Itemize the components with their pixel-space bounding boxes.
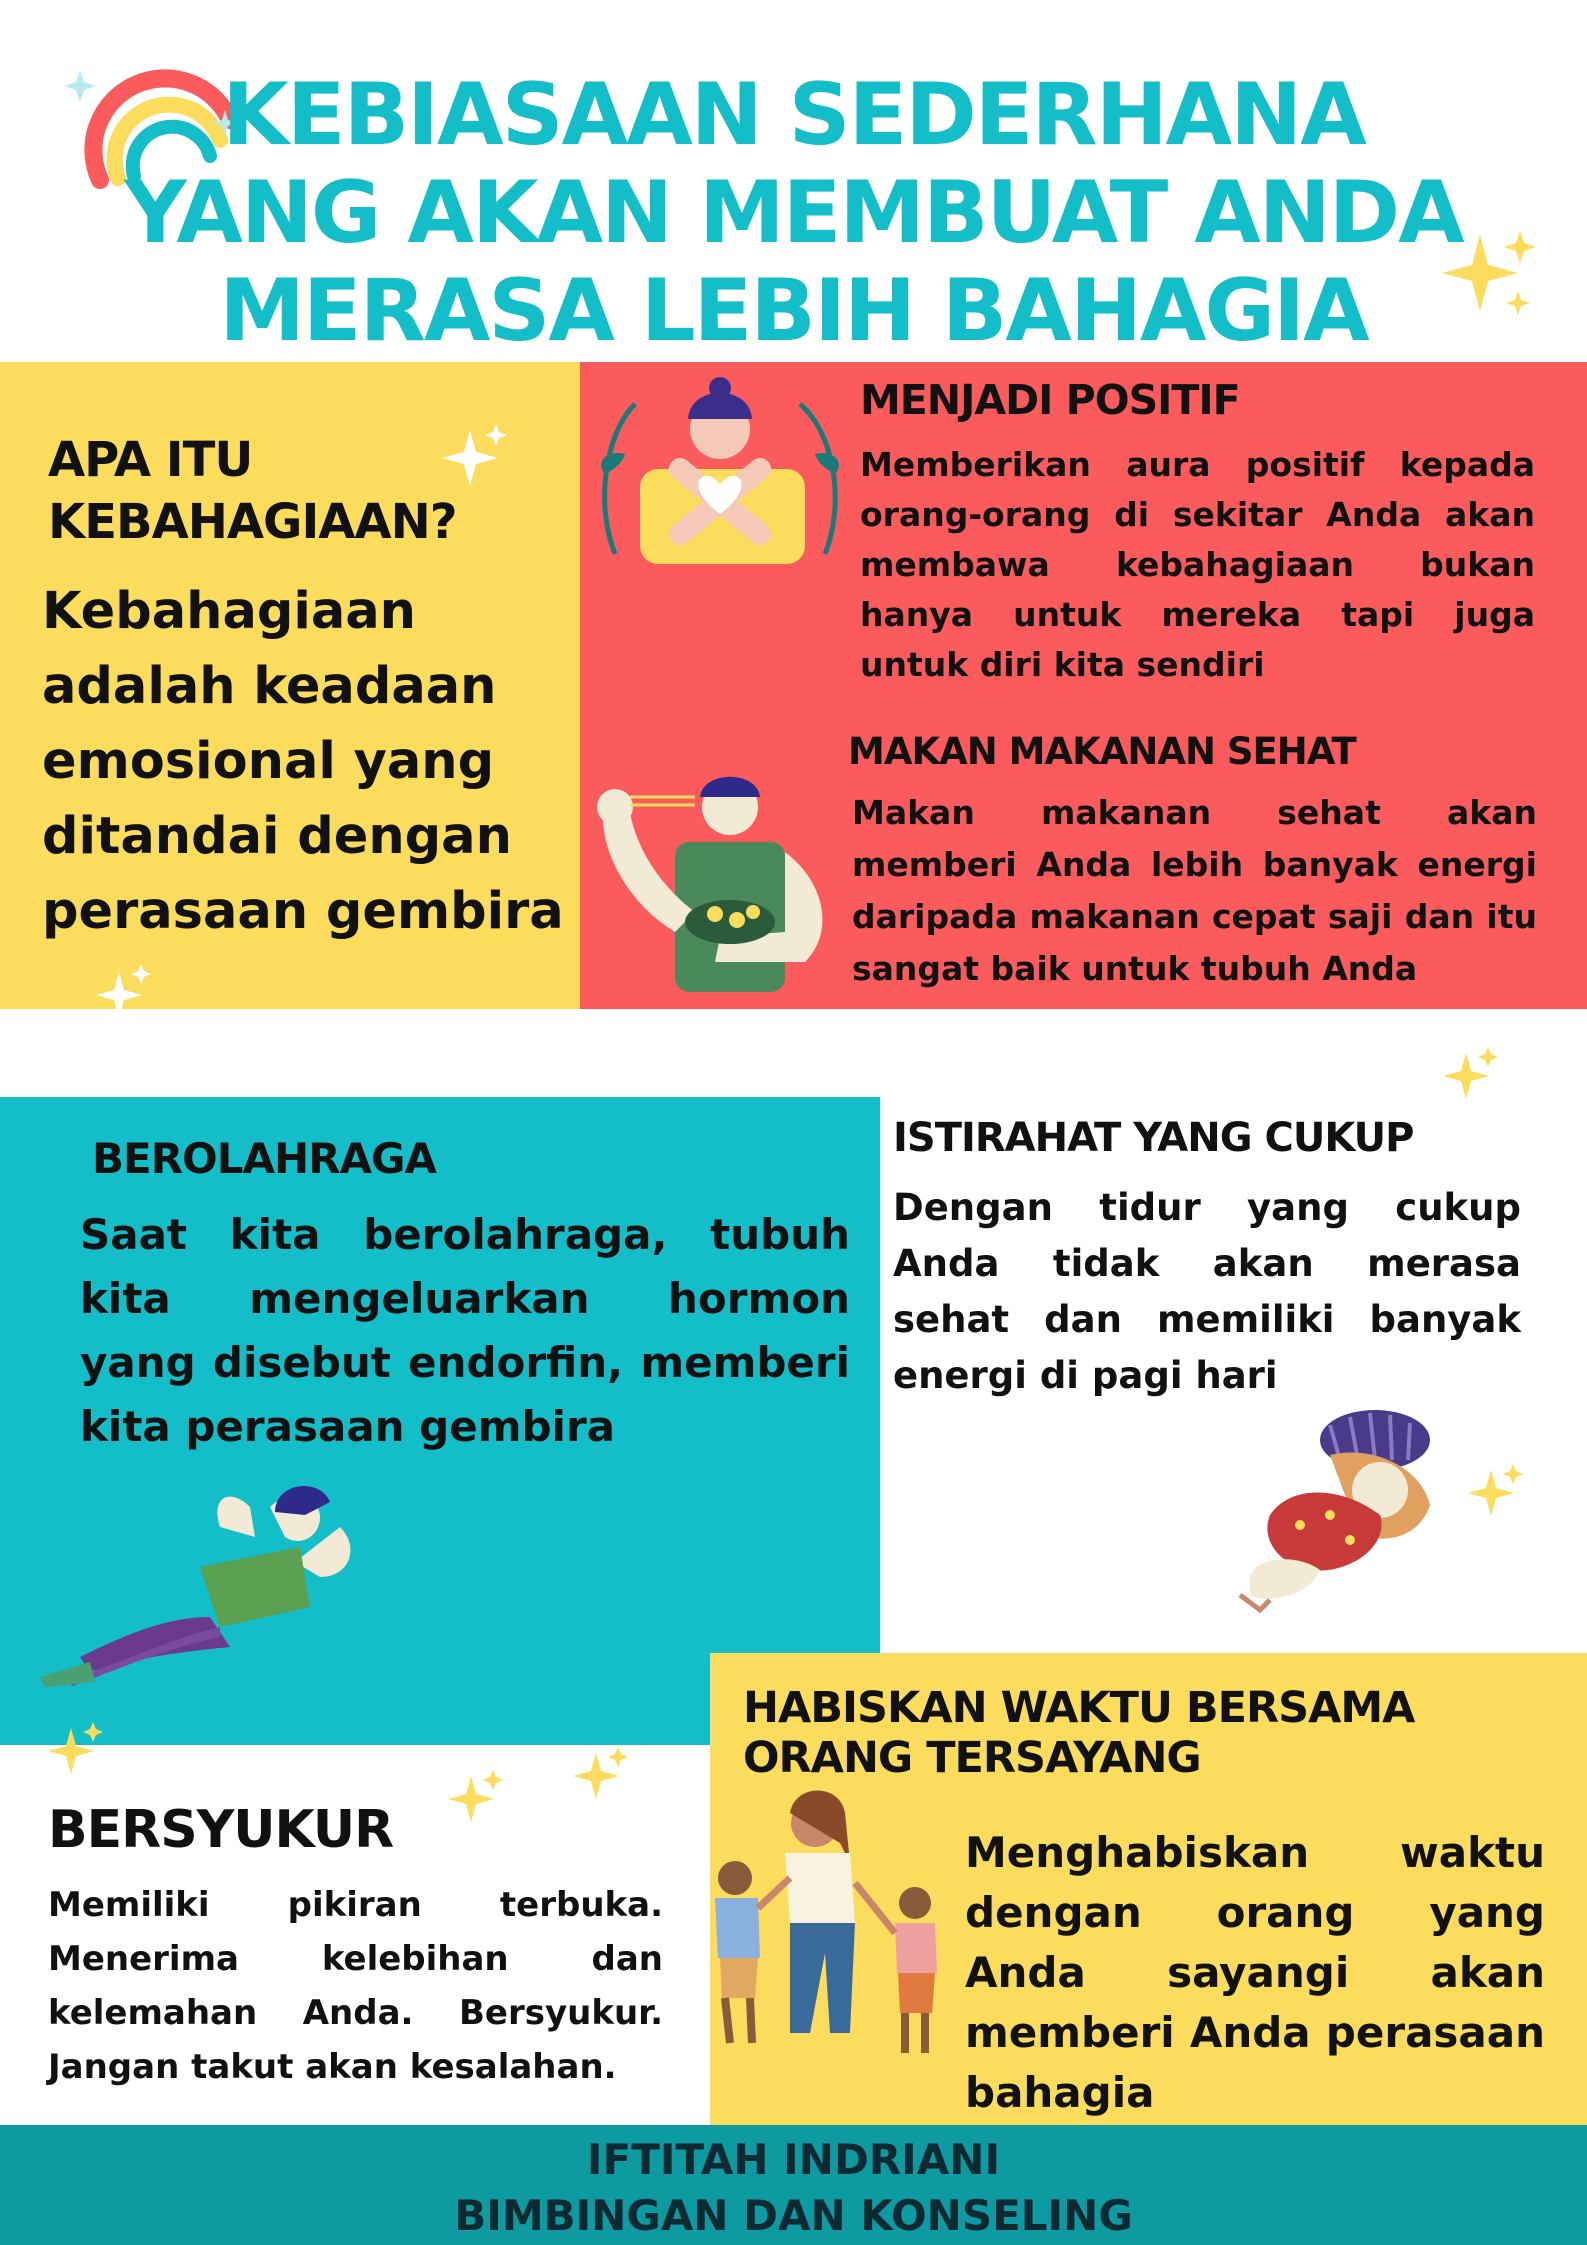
footer-department: BIMBINGAN DAN KONSELING [454,2191,1133,2240]
waktu-heading-2: ORANG TERSAYANG [743,1733,1201,1783]
apa-itu-definition [42,574,572,949]
syukur-heading: BERSYUKUR [48,1800,394,1860]
title-line-3: MERASA LEBIH BAHAGIA [219,261,1368,361]
exercising-person-illustration [20,1467,360,1687]
sparkle-icon [1440,1045,1500,1105]
title-line-1: KEBIASAAN SEDERHANA [222,65,1365,165]
apa-itu-line: perasaan gembira [42,882,564,941]
positif-heading: MENJADI POSITIF [860,376,1240,424]
title-line-2: YANG AKAN MEMBUAT ANDA [124,163,1463,263]
red-panel [580,362,1587,1009]
apa-itu-line: adalah keadaan [42,657,497,716]
sparkle-icon [95,962,155,1022]
apa-itu-heading-2: KEBAHAGIAAN? [48,494,457,550]
positif-body: Memberikan aura positif kepada orang-orang di sekitar Anda akan membawa kebahagiaan bukan hanya untuk mereka tapi juga untuk diri kita sendiri [860,445,1535,684]
hug-heart-illustration [585,374,855,574]
apa-itu-line: Kebahagiaan [42,582,416,641]
syukur-body: Memiliki pikiran terbuka. Menerima kelebihan dan kelemahan Anda. Bersyukur. Jangan takut akan kesalahan. [48,1885,663,2087]
istirahat-heading: ISTIRAHAT YANG CUKUP [893,1115,1414,1161]
makan-body: Makan makanan sehat akan memberi Anda lebih banyak energi daripada makanan cepat saji dan itu sangat baik untuk tubuh Anda [852,793,1537,988]
waktu-panel [710,1653,1587,2125]
sparkle-icon [440,422,510,492]
sparkle-icon [1465,1462,1525,1522]
family-walking-illustration [710,1783,960,2123]
apa-itu-heading-1: APA ITU [48,432,253,488]
footer-name: IFTITAH INDRIANI [586,2135,1001,2184]
istirahat-body: Dengan tidur yang cukup Anda tidak akan merasa sehat dan memiliki banyak energi di pagi hari [893,1186,1521,1397]
sparkle-icon [45,1720,105,1780]
waktu-body: Menghabiskan waktu dengan orang yang Anda sayangi akan memberi Anda perasaan bahagia [965,1828,1545,2117]
apa-itu-line: emosional yang [42,732,495,791]
olahraga-body: Saat kita berolahraga, tubuh kita mengeluarkan hormon yang disebut endorfin, memberi kita perasaan gembira [80,1210,850,1451]
apa-itu-panel [0,362,580,1009]
eating-person-illustration [585,762,855,992]
olahraga-panel [0,1097,880,1745]
olahraga-heading: BEROLAHRAGA [92,1134,436,1183]
apa-itu-line: ditandai dengan [42,807,512,866]
sparkle-icon [445,1768,505,1828]
waktu-heading-1: HABISKAN WAKTU BERSAMA [743,1683,1415,1733]
sleeping-person-illustration [1230,1405,1460,1635]
footer [0,2125,1587,2245]
sparkle-icon [1440,225,1540,325]
sparkle-icon [570,1745,630,1805]
makan-heading: MAKAN MAKANAN SEHAT [848,730,1356,773]
